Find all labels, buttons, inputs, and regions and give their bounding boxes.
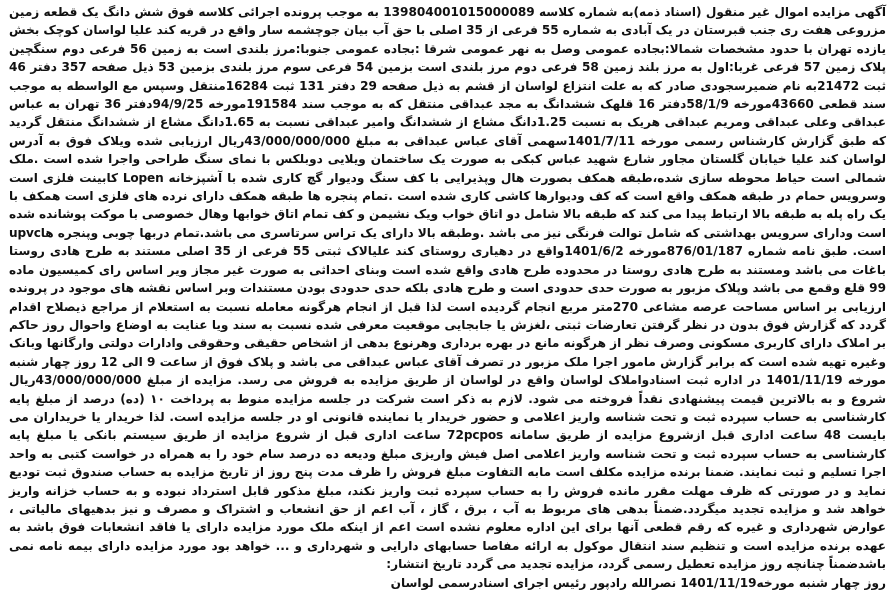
auction-notice-text: آگهی مزایده اموال غیر منقول (اسناد ذمه)به شماره کلاسه 139804001015000089 به موجب پرونده اجرائی کلاسه فوق شش دانگ یک قطعه زمین مزروعی هفت ری جنب قبرستان در یک آبادی به شماره 55 فرعی از 35 اصلی با حق آب بیان جوچشمه سار واقع در قریه کند علیا لواسان کوچک بخش یازده تهران با حدود مشخصات شمالا:بجاده عمومی وصل به نهر عمومی شرقا :بجاده عمومی جنوبا:مرز بلندی است به زمین 56 فرعی دوم سنگچین پلاک زمین 57 فرعی غربا:اول به مرز بلند زمین 58 فرعی دوم مرز بلندی است بزمین 54 فرعی سوم مرز بلندی بزمین 53 ذیل صفحه 357 دفتر 46 ثبت 21472به نام ضمیرسجودی صادر که به علت انتزاع لواسان از قشم به ذیل صفحه 29 دفتر 131 ثبت 16284منتقل وسپس مع الواسطه به موجب سند قطعی 43660مورخه 58/1/9دفتر 16 قلهک ششدانگ به مجد عبداقی منتقل که به موجب سند 191584مورخه 94/9/25دفتر 36 تهران به عباس عبداقی وعلی عبداقی ومریم عبداقی هریک به نسبت 1.25دانگ مشاع از ششدانگ وامیر عبداقی نسبت به 1.65دانگ مشاع از ششدانگ منتقل گردید که طبق گزارش کارشناس رسمی مورخه 1401/7/11سهمی آقای عباس عبداقی به مبلغ 43/000/000/000ریال ارزیابی شده ویلاک فوق به آدرس لواسان کند علیا خیابان گلستان مجاور شارع شهید عباس کبکی به صورت یک ساختمان ویلایی دوبلکس با نمای سنگ طراحی واجرا شده است .ملک شمالی است حیاط محوطه سازی شده،طبقه همکف بصورت هال وپذیرایی با کف سنگ ودیوار گچ کاری شده با آشپزخانه Lopen کابینت فلزی است وسرویس حمام در طبقه همکف واقع است که کف ودیوارها کاشی کاری شده است .تمام پنجره ها طبقه همکف دارای نرده های فلزی است همکف با یک راه پله به طبقه بالا ارتباط پیدا می کند که طبقه بالا شامل دو اتاق خواب ویک نشیمن و کف تمام اتاق خوابها وهال خصوصی با موکت پوشانده شده است ودارای سرویس بهداشتی که شامل توالت فرنگی نیز می باشد .وطبقه بالا دارای یک تراس سرتاسری می باشد.تمام دربها چوبی وپنجره هاupvc است. طبق نامه شماره 876/01/187مورخه 1401/6/2واقع در دهیاری روستای کند علیالاک ثبتی 55 فرعی از 35 اصلی مستند به طرح هادی روستا باغات می باشد ومستند به طرح هادی روستا در محدوده طرح هادی واقع شده است وبنای احداثی به صورت غیر مجاز ویر اساس رای کمیسیون ماده 99 قلع وقمع می باشد وپلاک مزبور به صورت حدی حدودی است و طرح هادی بلکه حدی حدودی بودن مستندات وبر اساس نقشه های موجود در پرونده ارزیابی بر اساس مساحت عرصه مشاعی 270متر مربع انجام گردیده است لذا قبل از انجام هرگونه معامله نسبت به استعلام از مراجع ذیصلاح اقدام گردد که گزارش فوق بدون در نظر گرفتن تعارضات ثبتی ،لغزش یا جابجایی موقعیت معرفی شده نسبت به سند ویا عنایت به اوضاع واحوال روز حاکم بر املاک دارای کاربری مسکونی وصرف نظر از هرگونه مانع در بهره برداری وهرنوع بدهی از اشخاص حقیقی وحقوقی وادارات دولتی وارگانها وبانک وغیره تهیه شده است که برابر گزارش مامور اجرا ملک مزبور در تصرف آقای عباس عبداقی می باشد و پلاک فوق از ساعت 9 الی 12 روز چهار شنبه مورخه 1401/11/19 در اداره ثبت اسنادواملاک لواسان واقع در لواسان از طریق مزایده به فروش می رسد. مزایده از مبلغ 43/000/000/000ریال شروع و به بالاترین قیمت پیشنهادی نقداً فروخته می شود. لازم به ذکر است شرکت در جلسه مزایده منوط به پرداخت ۱۰ (ده) درصد از مبلغ پایه کارشناسی به حساب سپرده ثبت و تحت شناسه واریز اعلامی و حضور خریدار یا نماینده قانونی او در جلسه مزایده است. لذا خریدار یا خریداران می بایست 48 ساعت اداری قبل ازشروع مزایده از طریق سامانه 72pcpos ساعت اداری قبل از شروع مزایده از طریق سیستم بانکی یا مبلغ پایه کارشناسی به حساب سپرده ثبت و تحت شناسه واریز اعلامی اصل فیش واریزی مبلغ ودیعه ده درصد سام خود را به همراه در خواست کتبی به واحد اجرا تسلیم و ثبت نمایند. ضمنا برنده مزایده مکلف است مابه التفاوت مبلغ فروش را ظرف مدت پنج روز از تاریخ مزایده به حساب صندوق ثبت تودیع نماید و در صورتی که ظرف مهلت مقرر مانده فروش را به حساب سپرده ثبت واریز نکند، مبلغ مذکور قابل استرداد نبوده و به حساب خزانه واریز خواهد شد و مزایده تجدید میگردد.ضمناً بدهی های مربوط به آب ، برق ، گاز ، آب اعم از حق انشعاب و اشتراک و مصرف و نیز بدهیهای مالیاتی ، عوارض شهرداری و غیره که رقم قطعی آنها برای این اداره معلوم نشده است اعم از اینکه ملک مورد مزایده دارای یا فاقد انشعابات فوق باشد به عهده برنده مزایده است و تنظیم سند انتقال موکول به ارائه مفاصا حسابهای دارایی و شهرداری و ... خواهد بود مورد مزایده دارای بیمه نامه نمی باشدضمناً چنانچه روز مزایده تعطیل رسمی گردد، مزایده تجدید می گردد تاریخ انتشار:: [9, 5, 887, 572]
notice-footer: روز چهار شنبه مورخه1401/11/19 نصرالله رادپور رئیس اجرای اسنادرسمی لواسان: [390, 575, 886, 590]
